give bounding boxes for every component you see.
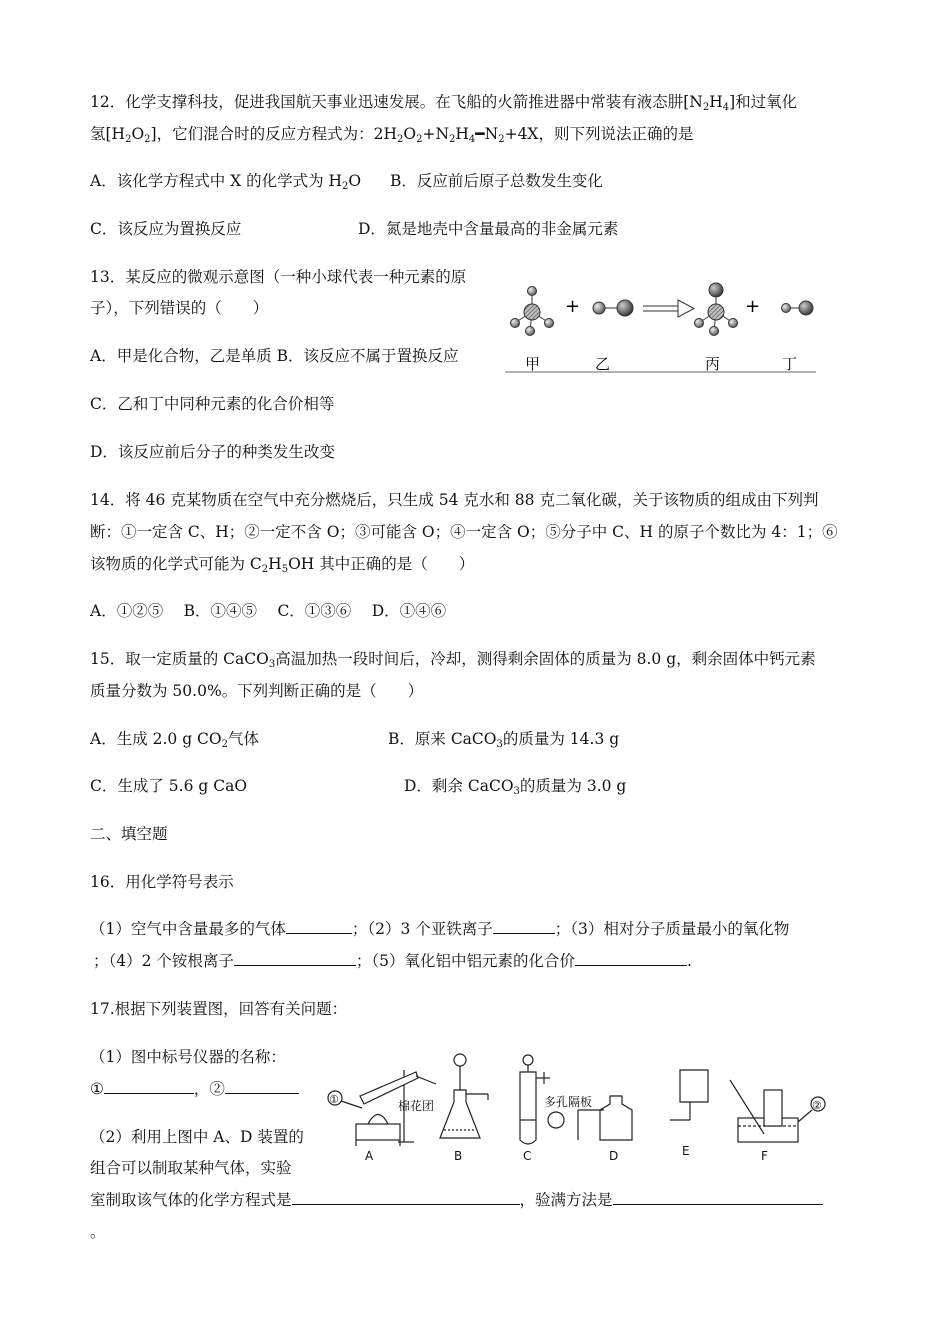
q17-end-mark: 。 (90, 1223, 106, 1241)
q17-part1-blanks: ① ，② (90, 1079, 299, 1099)
q17-part2-line2: 组合可以制取某种气体，实验 (90, 1159, 292, 1177)
q13-option-d: D．该反应前后分子的种类发生改变 (90, 443, 335, 461)
section-fill-in-title: 二、填空题 (90, 825, 168, 843)
label-bing: 丙 (705, 355, 721, 373)
q17-part2-line1: （2）利用上图中 A、D 装置的 (90, 1128, 304, 1146)
label-cotton: 棉花团 (398, 1099, 435, 1113)
q15-option-d: D．剩余 CaCO$_3$的质量为 3.0 g (404, 777, 627, 797)
label-ding: 丁 (782, 355, 798, 373)
q13-option-ab: A．甲是化合物，乙是单质 B．该反应不属于置换反应 (90, 347, 459, 365)
q12-option-b: B．反应前后原子总数发生变化 (390, 172, 603, 190)
q16-line1: （1）空气中含量最多的气体 ；（2）3 个亚铁离子 ；（3）相对分子质量最小的氧化物 (90, 920, 790, 938)
molecule-jia (511, 287, 554, 336)
label-porous-plate: 多孔隔板 (544, 1095, 593, 1109)
label-yi: 乙 (595, 355, 611, 373)
answer-blank-4[interactable] (234, 951, 356, 966)
q17-part2-line3: 室制取该气体的化学方程式是 ，验满方法是 (90, 1190, 823, 1210)
molecule-yi (593, 300, 633, 316)
q15-option-c: C．生成了 5.6 g CaO (90, 777, 248, 795)
q15-option-b: B．原来 CaCO$_3$的质量为 14.3 g (388, 730, 620, 750)
answer-blank-method[interactable] (613, 1190, 823, 1205)
label-a: A (365, 1149, 374, 1163)
q16-line2: ；（4）2 个铵根离子 ；（5）氧化铝中铝元素的化合价 . (93, 952, 692, 970)
q15-stem-line1: 15．取一定质量的 CaCO$_3$高温加热一段时间后，冷却，测得剩余固体的质量为 8.0 g，剩余固体中钙元素 (90, 650, 816, 670)
q14-stem-line1: 14．将 46 克某物质在空气中充分燃烧后，只生成 54 克水和 88 克二氧化碳，关于该物质的组成由下列判 (90, 491, 819, 509)
apparatus-f (730, 1080, 825, 1142)
molecule-bing (695, 283, 738, 336)
q12-option-a: A．该化学方程式中 X 的化学式为 $H_2O$ (90, 172, 362, 192)
molecule-ding (782, 301, 814, 315)
q13-reaction-diagram (500, 262, 820, 377)
mark-2: ② (812, 1099, 822, 1112)
label-b: B (454, 1149, 463, 1163)
q12-option-d: D．氮是地壳中含量最高的非金属元素 (358, 220, 619, 238)
q15-option-a: A．生成 2.0 g $CO_2$气体 (90, 730, 260, 750)
q16-title: 16．用化学符号表示 (90, 873, 234, 891)
apparatus-e (670, 1070, 708, 1120)
mark-1: ① (329, 1093, 339, 1106)
q17-part1: （1）图中标号仪器的名称： (90, 1048, 286, 1066)
q14-stem-line3: 该物质的化学式可能为 $C_2H_5OH$ 其中正确的是（ ） (90, 555, 475, 575)
plus-sign-2: + (745, 296, 761, 317)
label-jia: 甲 (525, 355, 541, 373)
label-c: C (523, 1149, 532, 1163)
q17-title: 17.根据下列装置图，回答有关问题： (90, 1000, 348, 1018)
q13-option-c: C．乙和丁中同种元素的化合价相等 (90, 395, 335, 413)
answer-blank-5[interactable] (575, 951, 687, 966)
q12-stem-line2: 氢$[H_2O_2]$，它们混合时的反应方程式为：$2H_2O_2+N_2H_4━N_2+4X$，则下列说法正确的是 (90, 125, 694, 145)
answer-blank-2[interactable] (493, 919, 555, 934)
q12-option-c: C．该反应为置换反应 (90, 220, 242, 238)
answer-blank-1[interactable] (286, 919, 352, 934)
reaction-arrow (643, 300, 694, 317)
q12-stem-line1: 12．化学支撑科技，促进我国航天事业迅速发展。在飞船的火箭推进器中常装有液态肼$[N_2H_4]$和过氧化 (90, 93, 798, 113)
answer-blank-instrument-2[interactable] (225, 1079, 299, 1094)
q14-stem-line2: 断：①一定含 C、H；②一定不含 O；③可能含 O；④一定含 O；⑤分子中 C、H 的原子个数比为 4：1；⑥ (90, 523, 838, 541)
label-f: F (761, 1149, 768, 1163)
q17-apparatus-figure (318, 1050, 838, 1168)
label-d: D (609, 1149, 619, 1163)
answer-blank-equation[interactable] (292, 1190, 520, 1205)
q14-options: A．①②⑤ B．①④⑤ C．①③⑥ D．①④⑥ (90, 602, 447, 620)
plus-sign-1: + (565, 296, 581, 317)
q15-stem-line2: 质量分数为 50.0%。下列判断正确的是（ ） (90, 682, 424, 700)
label-e: E (682, 1144, 690, 1158)
apparatus-b (440, 1054, 488, 1138)
answer-blank-instrument-1[interactable] (104, 1079, 194, 1094)
q13-stem-line2: 子），下列错误的（ ） (90, 299, 269, 317)
q13-stem-line1: 13．某反应的微观示意图（一种小球代表一种元素的原 (90, 268, 467, 286)
